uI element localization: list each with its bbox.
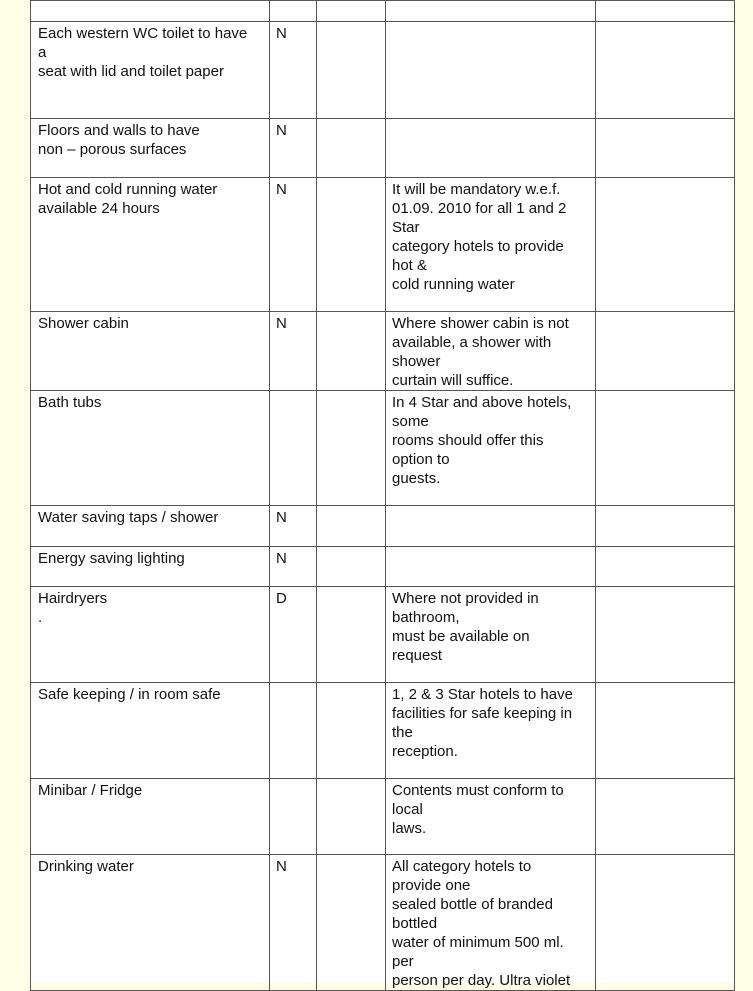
note-line: request (392, 647, 443, 664)
table-row (31, 506, 735, 547)
table-row (31, 391, 735, 506)
note-line: reception. (392, 743, 458, 760)
note-line: Star (392, 219, 420, 236)
extra-cell (596, 547, 735, 587)
feature-line: Energy saving lighting (38, 550, 185, 567)
feature-cell (31, 312, 270, 391)
note-cell (386, 506, 596, 547)
cell-stub-note (386, 1, 596, 22)
code-cell (270, 779, 317, 855)
feature-line: Each western WC toilet to have (38, 25, 248, 42)
note-line: bathroom, (392, 609, 460, 626)
cell-stub-empty (317, 1, 386, 22)
note-line: category hotels to provide (392, 238, 564, 255)
cell-stub-extra (596, 1, 735, 22)
code-cell (270, 312, 317, 391)
note-cell (386, 855, 596, 991)
feature-cell (31, 779, 270, 855)
table-row-header-stub (31, 1, 735, 22)
note-line: must be available on (392, 628, 530, 645)
note-line: curtain will suffice. (392, 372, 514, 389)
feature-line: Bath tubs (38, 394, 102, 411)
note-line: laws. (392, 820, 427, 837)
note-line: local (392, 801, 423, 818)
code-cell (270, 587, 317, 683)
code-value: N (276, 181, 287, 198)
note-line: bottled (392, 915, 438, 932)
code-value: N (276, 550, 287, 567)
table-row (31, 855, 735, 991)
feature-line: Shower cabin (38, 315, 129, 332)
feature-cell (31, 22, 270, 119)
extra-cell (596, 683, 735, 779)
table-row (31, 547, 735, 587)
code-value: D (276, 590, 287, 607)
empty-cell (317, 855, 386, 991)
code-value: N (276, 509, 287, 526)
code-value: N (276, 25, 287, 42)
cell-stub-feature (31, 1, 270, 22)
note-line: sealed bottle of branded (392, 896, 553, 913)
extra-cell (596, 506, 735, 547)
empty-cell (317, 391, 386, 506)
table-row (31, 312, 735, 391)
feature-line: Floors and walls to have (38, 122, 200, 139)
table-row (31, 683, 735, 779)
extra-cell (596, 587, 735, 683)
note-line: the (392, 724, 413, 741)
feature-line: available 24 hours (38, 200, 160, 217)
note-line: 01.09. 2010 for all 1 and 2 (392, 200, 567, 217)
feature-line: . (38, 609, 43, 626)
extra-cell (596, 391, 735, 506)
feature-cell (31, 547, 270, 587)
feature-cell (31, 119, 270, 178)
empty-cell (317, 587, 386, 683)
extra-cell (596, 119, 735, 178)
code-value: N (276, 122, 287, 139)
note-line: option to (392, 451, 450, 468)
note-cell (386, 119, 596, 178)
note-line: It will be mandatory w.e.f. (392, 181, 561, 198)
note-cell (386, 178, 596, 312)
note-cell (386, 779, 596, 855)
hotel-criteria-table (30, 0, 735, 991)
empty-cell (317, 779, 386, 855)
empty-cell (317, 119, 386, 178)
note-line: 1, 2 & 3 Star hotels to have (392, 686, 573, 703)
feature-line: Hot and cold running water (38, 181, 218, 198)
code-cell (270, 22, 317, 119)
empty-cell (317, 312, 386, 391)
table-row (31, 119, 735, 178)
table-row (31, 22, 735, 119)
note-cell (386, 587, 596, 683)
note-line: some (392, 413, 429, 430)
note-line: In 4 Star and above hotels, (392, 394, 572, 411)
empty-cell (317, 547, 386, 587)
code-value: N (276, 858, 287, 875)
code-cell (270, 119, 317, 178)
code-cell (270, 547, 317, 587)
extra-cell (596, 855, 735, 991)
feature-cell (31, 855, 270, 991)
cell-stub-code (270, 1, 317, 22)
code-cell (270, 506, 317, 547)
extra-cell (596, 779, 735, 855)
empty-cell (317, 506, 386, 547)
feature-line: Hairdryers (38, 590, 108, 607)
extra-cell (596, 178, 735, 312)
note-line: available, a shower with (392, 334, 552, 351)
note-line: rooms should offer this (392, 432, 544, 449)
note-cell (386, 22, 596, 119)
extra-cell (596, 22, 735, 119)
feature-cell (31, 506, 270, 547)
feature-line: Safe keeping / in room safe (38, 686, 221, 703)
note-line: Where not provided in (392, 590, 539, 607)
feature-cell (31, 683, 270, 779)
note-line: provide one (392, 877, 471, 894)
feature-cell (31, 178, 270, 312)
note-line: shower (392, 353, 441, 370)
feature-line: non – porous surfaces (38, 141, 187, 158)
code-cell (270, 855, 317, 991)
note-line: All category hotels to (392, 858, 532, 875)
note-cell (386, 391, 596, 506)
feature-line: Drinking water (38, 858, 134, 875)
feature-line: seat with lid and toilet paper (38, 63, 224, 80)
note-line: facilities for safe keeping in (392, 705, 573, 722)
empty-cell (317, 178, 386, 312)
note-cell (386, 312, 596, 391)
code-cell (270, 391, 317, 506)
feature-cell (31, 587, 270, 683)
note-line: person per day. Ultra violet (392, 972, 571, 989)
feature-line: Water saving taps / shower (38, 509, 219, 526)
table-row (31, 178, 735, 312)
note-line: cold running water (392, 276, 515, 293)
feature-line: a (38, 44, 47, 61)
note-line: guests. (392, 470, 441, 487)
empty-cell (317, 22, 386, 119)
code-cell (270, 178, 317, 312)
extra-cell (596, 312, 735, 391)
feature-cell (31, 391, 270, 506)
note-cell (386, 547, 596, 587)
feature-line: Minibar / Fridge (38, 782, 143, 799)
note-cell (386, 683, 596, 779)
empty-cell (317, 683, 386, 779)
note-line: water of minimum 500 ml. (392, 934, 564, 951)
code-cell (270, 683, 317, 779)
note-line: hot & (392, 257, 428, 274)
note-line: Contents must conform to (392, 782, 564, 799)
note-line: Where shower cabin is not (392, 315, 569, 332)
code-value: N (276, 315, 287, 332)
note-line: per (392, 953, 414, 970)
table-row (31, 779, 735, 855)
table-row (31, 587, 735, 683)
